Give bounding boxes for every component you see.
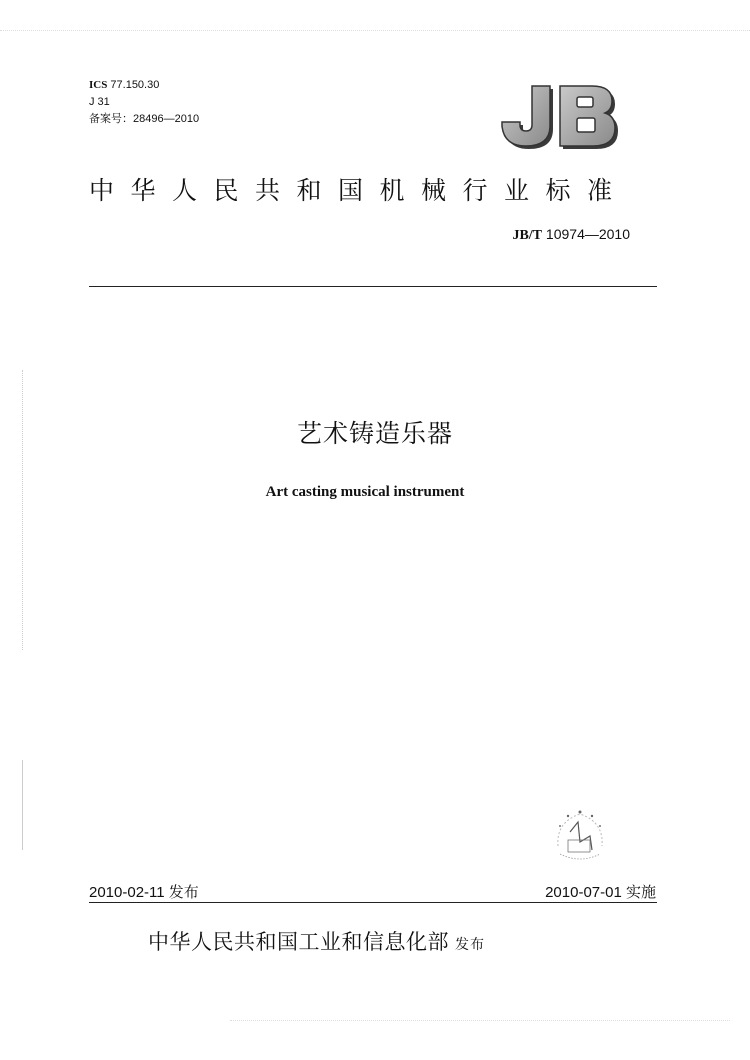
document-title-en: Art casting musical instrument (265, 484, 465, 500)
footer-divider (89, 902, 657, 903)
header-divider (89, 286, 657, 287)
classification-block (89, 77, 199, 128)
filing-number: 28496—2010 (133, 113, 200, 125)
ics-code: 77.150.30 (110, 79, 160, 91)
issuing-authority (148, 926, 485, 956)
standard-number-value: 10974—2010 (542, 226, 630, 242)
seal-stamp (550, 800, 610, 868)
jb-logo-graphic (494, 80, 618, 150)
filing-line (89, 111, 199, 128)
seal-stamp-graphic (550, 800, 610, 868)
scan-artifact-bottom (230, 1020, 730, 1022)
implementation-date: 2010-07-01 实施 (545, 884, 656, 901)
ccs-code: J 31 (89, 96, 110, 108)
standard-number-prefix: JB/T (512, 228, 543, 243)
filing-label: 备案号： (89, 113, 133, 125)
ics-line (89, 77, 199, 94)
issuer-name: 中华人民共和国工业和信息化部 (148, 930, 449, 954)
ics-prefix: ICS (89, 79, 108, 91)
scan-artifact-top (0, 30, 750, 32)
standard-category-title: 中华人民共和国机械行业标准 (89, 176, 629, 205)
scan-artifact-edge-lower (22, 760, 24, 850)
issue-date: 2010-02-11 发布 (89, 884, 199, 901)
jb-logo (494, 80, 618, 150)
standard-number (452, 226, 630, 244)
scan-artifact-edge (22, 370, 24, 650)
issuer-suffix: 发布 (455, 937, 485, 953)
document-title-zh: 艺术铸造乐器 (296, 419, 453, 448)
